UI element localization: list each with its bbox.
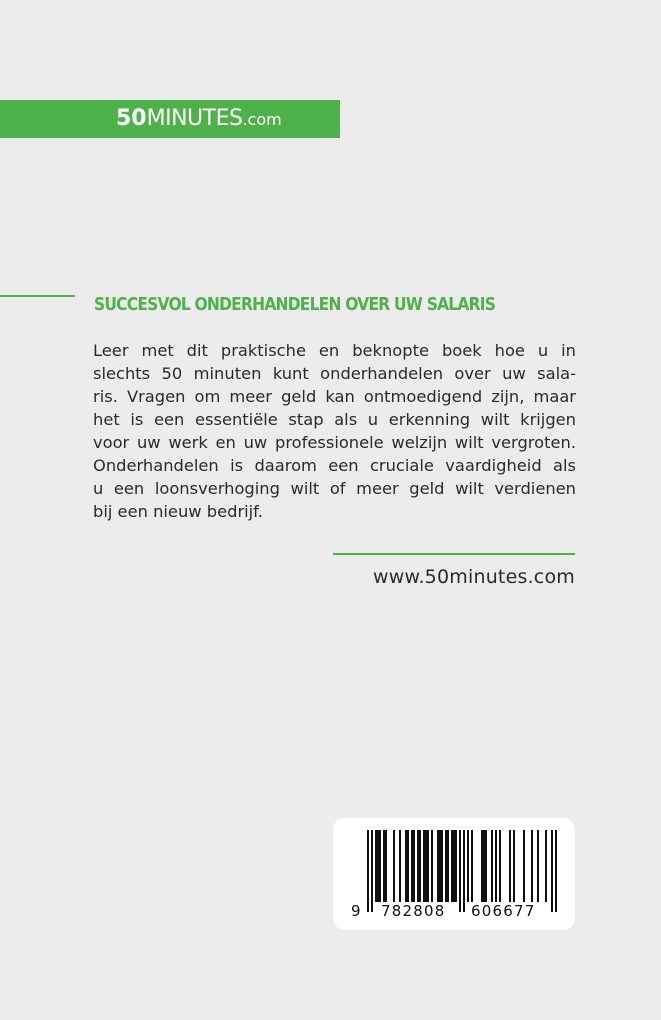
- barcode-bar: [445, 830, 447, 902]
- barcode-bar: [423, 830, 425, 902]
- barcode-bar: [455, 830, 457, 902]
- barcode-bar: [419, 830, 421, 902]
- barcode-bar: [425, 830, 427, 902]
- barcode-bar: [463, 830, 465, 912]
- website-url: www.50minutes.com: [372, 566, 575, 588]
- barcode-bar: [523, 830, 525, 902]
- brand-logo-regular: MINUTES: [146, 106, 243, 131]
- barcode-bar: [367, 830, 369, 912]
- barcode-bar: [411, 830, 413, 902]
- barcode-bar: [499, 830, 501, 902]
- summary-line: bij een nieuw bedrijf.: [93, 502, 263, 521]
- barcode-bar: [453, 830, 455, 902]
- barcode-bar: [417, 830, 419, 902]
- accent-rule-left: [0, 295, 75, 297]
- accent-rule-right: [333, 553, 575, 555]
- barcode-bar: [399, 830, 401, 902]
- summary-line: u een loonsverhoging wilt of meer geld wilt verdienen: [93, 479, 576, 498]
- barcode-bar: [413, 830, 415, 902]
- barcode-bar: [447, 830, 449, 902]
- summary-line: Leer met dit praktische en beknopte boek hoe u in: [93, 341, 576, 360]
- barcode-bar: [377, 830, 379, 902]
- book-title: SUCCESVOL ONDERHANDELEN OVER UW SALARIS: [94, 294, 496, 315]
- brand-logo: [116, 104, 282, 134]
- barcode-right-group: 606677: [471, 902, 536, 920]
- barcode-bar: [471, 830, 473, 902]
- barcode-bar: [485, 830, 487, 902]
- barcode-bar: [383, 830, 385, 902]
- brand-logo-bold: 50: [116, 106, 147, 131]
- barcode: [333, 818, 575, 930]
- brand-logo-suffix: .com: [242, 110, 282, 129]
- barcode-bar: [451, 830, 453, 902]
- barcode-bar: [407, 830, 409, 902]
- barcode-bar: [393, 830, 395, 902]
- barcode-bar: [385, 830, 387, 902]
- barcode-bar: [379, 830, 381, 902]
- barcode-bar: [427, 830, 429, 902]
- summary-line: slechts 50 minuten kunt onderhandelen over uw sala-: [93, 364, 576, 383]
- barcode-bar: [467, 830, 469, 902]
- barcode-digits: [347, 902, 567, 924]
- summary-line: ris. Vragen om meer geld kan ontmoedigend zijn, maar: [93, 387, 576, 406]
- barcode-bar: [495, 830, 497, 902]
- barcode-bar: [483, 830, 485, 902]
- barcode-bar: [537, 830, 539, 902]
- barcode-bar: [555, 830, 557, 912]
- book-summary: [93, 339, 576, 523]
- barcode-bar: [513, 830, 515, 902]
- barcode-bar: [509, 830, 511, 902]
- summary-line: voor uw werk en uw professionele welzijn wilt vergroten.: [93, 433, 576, 452]
- barcode-bar: [371, 830, 373, 912]
- barcode-bar: [491, 830, 493, 902]
- barcode-bar: [431, 830, 433, 902]
- summary-line: Onderhandelen is daarom een cruciale vaardigheid als: [93, 456, 576, 475]
- barcode-bar: [439, 830, 441, 902]
- barcode-bar: [459, 830, 461, 912]
- barcode-bar: [551, 830, 553, 912]
- barcode-first-digit: 9: [351, 902, 361, 920]
- barcode-bar: [437, 830, 439, 902]
- barcode-bar: [531, 830, 533, 902]
- barcode-bar: [545, 830, 547, 902]
- barcode-bar: [441, 830, 443, 902]
- barcode-bar: [375, 830, 377, 902]
- barcode-left-group: 782808: [381, 902, 446, 920]
- barcode-bar: [481, 830, 483, 902]
- barcode-bar: [405, 830, 407, 902]
- summary-line: het is een essentiële stap als u erkenning wilt krijgen: [93, 410, 576, 429]
